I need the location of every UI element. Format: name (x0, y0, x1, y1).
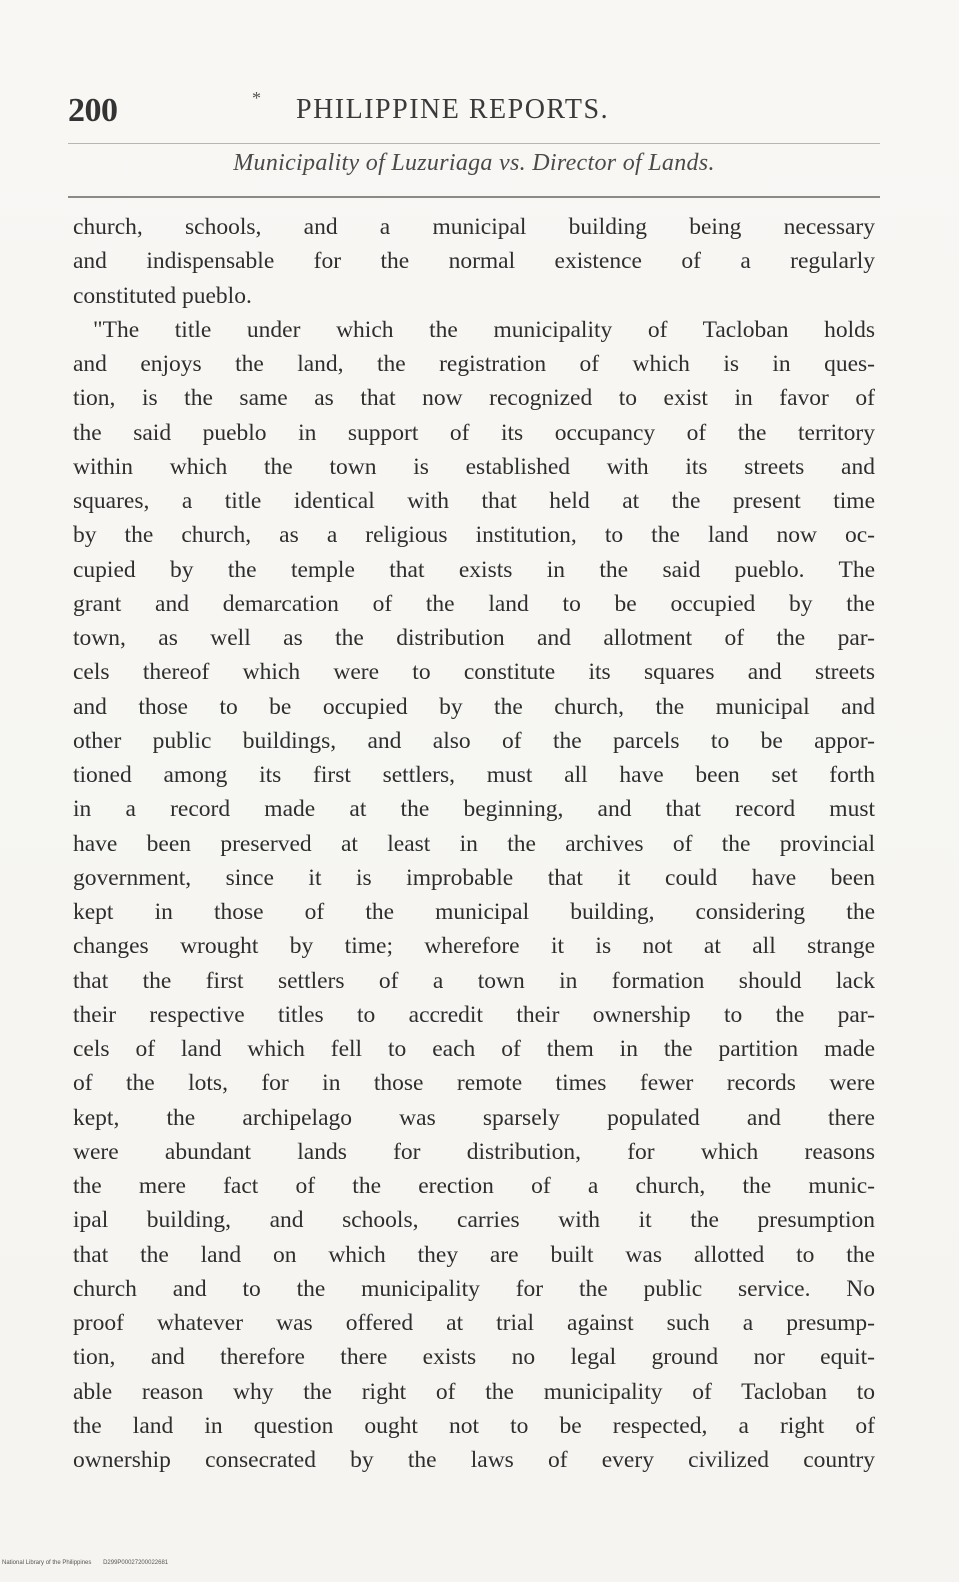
running-head (68, 88, 880, 138)
text-line: within which the town is established with its streets and (73, 453, 875, 480)
text-line: tion, is the same as that now recognized to exist in favor of (73, 385, 875, 412)
text-line: kept in those of the municipal building, considering the (73, 899, 875, 925)
text-line: squares, a title identical with that held at the present time (73, 488, 875, 514)
text-line: changes wrought by time; wherefore it is not at all strange (73, 933, 875, 960)
reporter-title: PHILIPPINE REPORTS. (296, 94, 610, 125)
text-line: in a record made at the beginning, and that record must (73, 796, 875, 823)
printer-mark: * (252, 88, 261, 108)
text-line: and indispensable for the normal existence of a regularly (73, 248, 875, 275)
text-line: tioned among its first settlers, must all have been set forth (73, 762, 875, 788)
case-title: Municipality of Luzuriaga vs. Director of Lands. (233, 150, 715, 176)
text-line: able reason why the right of the municipality of Tacloban to (73, 1378, 875, 1405)
text-line: have been preserved at least in the archives of the provincial (73, 830, 875, 857)
text-line: their respective titles to accredit their ownership to the par- (73, 1001, 875, 1028)
scan-footer (2, 1560, 178, 1566)
body-text (73, 210, 875, 1477)
header-rule-bottom (68, 196, 880, 198)
text-line: cupied by the temple that exists in the said pueblo. The (73, 556, 875, 583)
text-line: were abundant lands for distribution, for which reasons (73, 1138, 875, 1165)
footer-code: D299P00027200022681 (103, 1560, 169, 1566)
footer-library: National Library of the Philippines (2, 1560, 92, 1566)
text-line: and enjoys the land, the registration of which is in ques- (73, 351, 875, 377)
text-line: the said pueblo in support of its occupancy of the territory (73, 419, 875, 446)
text-line: government, since it is improbable that it could have been (73, 864, 875, 891)
text-line: by the church, as a religious institution, to the land now oc- (73, 522, 875, 549)
text-line: constituted pueblo. (73, 282, 252, 309)
text-line: that the land on which they are built was allotted to the (73, 1241, 875, 1268)
text-line: cels of land which fell to each of them in the partition made (73, 1036, 875, 1062)
text-line: proof whatever was offered at trial against such a presump- (73, 1310, 875, 1336)
text-line: the land in question ought not to be respected, a right of (73, 1412, 875, 1439)
text-line: and those to be occupied by the church, the municipal and (73, 693, 875, 720)
text-line: other public buildings, and also of the parcels to be appor- (73, 727, 875, 754)
text-line: that the first settlers of a town in formation should lack (73, 967, 875, 994)
text-line: kept, the archipelago was sparsely populated and there (73, 1104, 875, 1131)
text-line: tion, and therefore there exists no legal ground nor equit- (73, 1344, 875, 1371)
text-line: ipal building, and schools, carries with it the presumption (73, 1207, 875, 1234)
text-line: the mere fact of the erection of a church, the munic- (73, 1173, 875, 1199)
text-line: of the lots, for in those remote times fewer records were (73, 1070, 875, 1097)
text-line: church and to the municipality for the public service. No (73, 1275, 875, 1302)
text-line: church, schools, and a municipal building being necessary (73, 214, 875, 240)
text-line: cels thereof which were to constitute its squares and streets (73, 659, 875, 686)
text-line: "The title under which the municipality of Tacloban holds (93, 316, 875, 343)
header-rule-top (68, 143, 880, 144)
text-line: grant and demarcation of the land to be occupied by the (73, 590, 875, 617)
text-line: ownership consecrated by the laws of every civilized country (73, 1447, 875, 1473)
page-number: 200 (68, 92, 118, 129)
text-line: town, as well as the distribution and allotment of the par- (73, 625, 875, 651)
